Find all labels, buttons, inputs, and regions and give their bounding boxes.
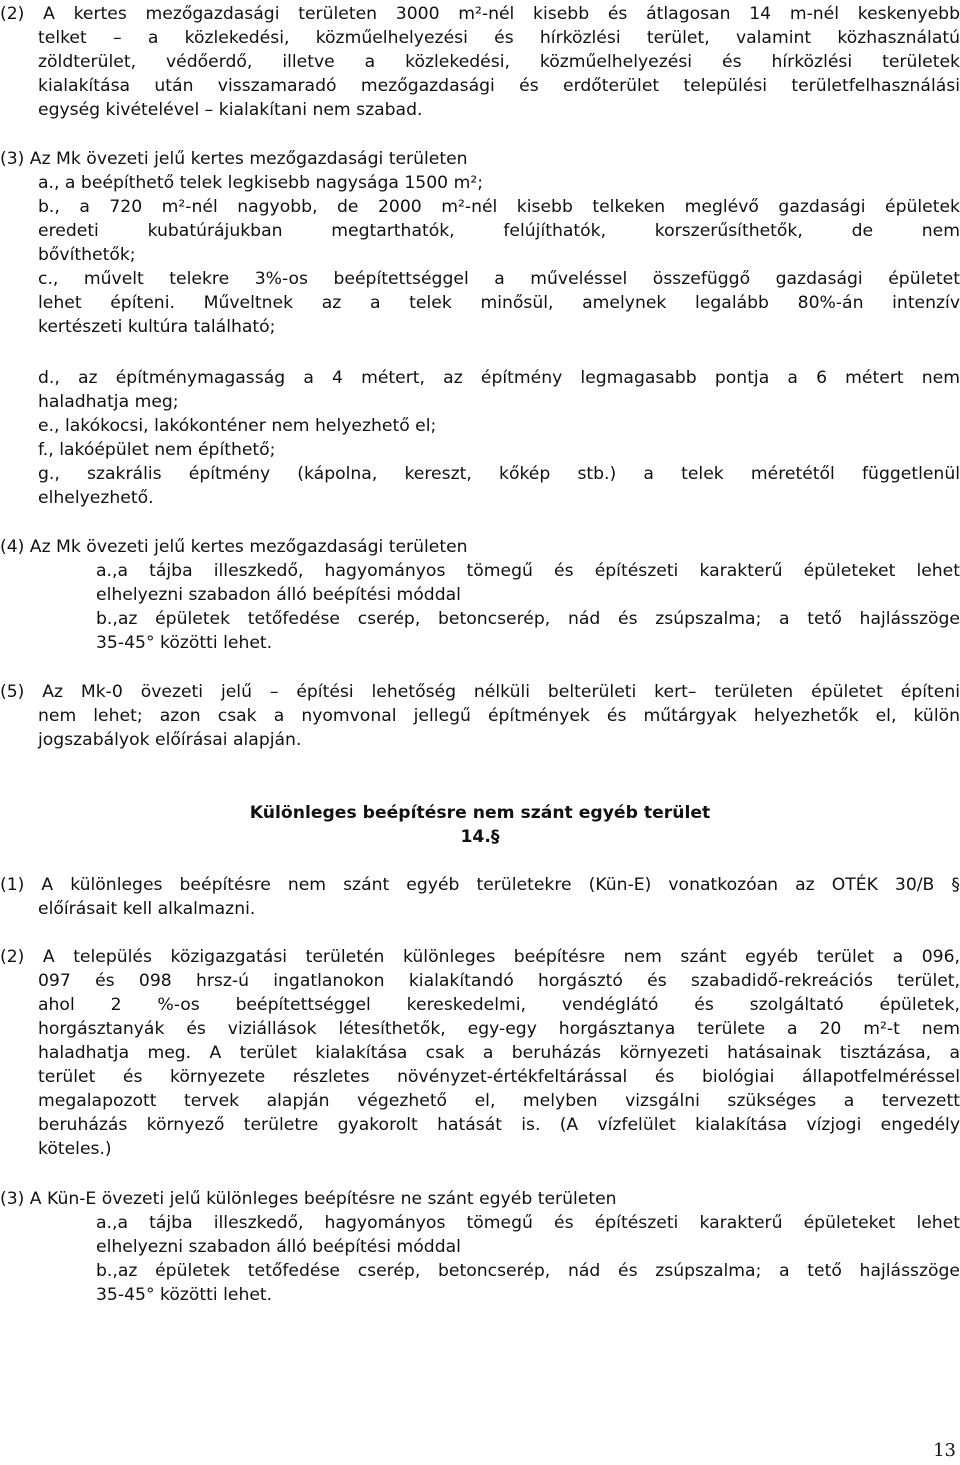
page-number: 13 <box>933 1440 956 1461</box>
text-line: (3) Az Mk övezeti jelű kertes mezőgazdasági területen <box>0 149 468 169</box>
text-line: nem lehet; azon csak a nyomvonal jellegű építmények és műtárgyak helyezhetők el, külön <box>38 706 960 726</box>
text-line: kertészeti kultúra található; <box>38 317 276 337</box>
text-line: elhelyezhető. <box>38 488 154 508</box>
section-heading <box>0 801 960 849</box>
paragraph-4-mk-zone <box>0 535 960 655</box>
heading-line: Különleges beépítésre nem szánt egyéb terület <box>249 803 711 823</box>
text-line: g., szakrális építmény (kápolna, kereszt, kőkép stb.) a telek méretétől függetlenül <box>38 464 960 484</box>
text-line: a., a beépíthető telek legkisebb nagysága 1500 m²; <box>38 173 483 193</box>
text-line: (5) Az Mk-0 övezeti jelű – építési lehetőség nélküli belterületi kert– területen épületet építeni <box>0 682 960 702</box>
text-line: ahol 2 %-os beépítettséggel kereskedelmi, vendéglátó és szolgáltató épületek, <box>38 995 960 1015</box>
text-line: beruházás környező területre gyakorolt hatását is. (A vízfelület kialakítása vízjogi engedély <box>38 1115 960 1135</box>
text-line: b., a 720 m²-nél nagyobb, de 2000 m²-nél kisebb telkeken meglévő gazdasági épületek <box>38 197 960 217</box>
text-line: 097 és 098 hrsz-ú ingatlanokon kialakítandó horgásztó és szabadidő-rekreációs terület, <box>38 971 960 991</box>
text-line: (1) A különleges beépítésre nem szánt egyéb területekre (Kün-E) vonatkozóan az OTÉK 30/B § <box>0 875 960 895</box>
heading-line: 14.§ <box>460 827 500 847</box>
text-line: (4) Az Mk övezeti jelű kertes mezőgazdasági területen <box>0 537 468 557</box>
paragraph-2-kun-e-area <box>0 945 960 1161</box>
text-line: 35-45° közötti lehet. <box>96 633 273 653</box>
text-line: terület és környezete részletes növényzet-értékfeltárással és biológiai állapotfelméréssel <box>38 1067 960 1087</box>
text-line: e., lakókocsi, lakókonténer nem helyezhető el; <box>38 416 437 436</box>
paragraph-1-kun-e <box>0 873 960 921</box>
text-line: lehet építeni. Műveltnek az a telek minősül, amelynek legalább 80%-án intenzív <box>38 293 960 313</box>
text-line: a.,a tájba illeszkedő, hagyományos tömegű és építészeti karakterű épületeket lehet <box>96 561 960 581</box>
text-line: kialakítása után visszamaradó mezőgazdasági és erdőterület települési területfelhasználási <box>38 76 960 96</box>
text-line: (2) A kertes mezőgazdasági területen 3000 m²-nél kisebb és átlagosan 14 m-nél keskenyebb <box>0 4 960 24</box>
text-line: zöldterület, védőerdő, illetve a közlekedési, közműelhelyezési és hírközlési területek <box>38 52 960 72</box>
paragraph-3-mk-zone <box>0 147 960 339</box>
text-line: eredeti kubatúrájukban megtarthatók, felújíthatók, korszerűsíthetők, de nem <box>38 221 960 241</box>
text-line: c., művelt telekre 3%-os beépítettséggel a műveléssel összefüggő gazdasági épületet <box>38 269 960 289</box>
text-line: f., lakóépület nem építhető; <box>38 440 276 460</box>
text-line: (2) A település közigazgatási területén különleges beépítésre nem szánt egyéb terület a 096, <box>0 947 960 967</box>
text-line: elhelyezni szabadon álló beépítési móddal <box>96 585 461 605</box>
paragraph-5-mk0-zone <box>0 680 960 752</box>
text-line: a.,a tájba illeszkedő, hagyományos tömegű és építészeti karakterű épületeket lehet <box>96 1213 960 1233</box>
text-line: d., az építménymagasság a 4 métert, az építmény legmagasabb pontja a 6 métert nem <box>38 368 960 388</box>
paragraph-2-garden-plots <box>0 2 960 122</box>
text-line: elhelyezni szabadon álló beépítési móddal <box>96 1237 461 1257</box>
text-line: haladhatja meg; <box>38 392 179 412</box>
text-line: b.,az épületek tetőfedése cserép, betoncserép, nád és zsúpszalma; a tető hajlásszöge <box>96 609 960 629</box>
text-line: 35-45° közötti lehet. <box>96 1285 273 1305</box>
paragraph-3-kun-e-zone <box>0 1187 960 1307</box>
text-line: (3) A Kün-E övezeti jelű különleges beépítésre ne szánt egyéb területen <box>0 1189 617 1209</box>
paragraph-3-mk-zone-continued <box>0 366 960 510</box>
text-line: b.,az épületek tetőfedése cserép, betoncserép, nád és zsúpszalma; a tető hajlásszöge <box>96 1261 960 1281</box>
text-line: köteles.) <box>38 1139 112 1159</box>
text-line: haladhatja meg. A terület kialakítása csak a beruházás környezeti hatásainak tisztázása, a <box>38 1043 960 1063</box>
text-line: bővíthetők; <box>38 245 136 265</box>
text-line: horgásztanyák és viziállások létesíthetők, egy-egy horgásztanya területe a 20 m²-t nem <box>38 1019 960 1039</box>
text-line: telket – a közlekedési, közműelhelyezési és hírközlési terület, valamint közhasználatú <box>38 28 960 48</box>
text-line: előírásait kell alkalmazni. <box>38 899 256 919</box>
text-line: megalapozott tervek alapján végezhető el, melyben vizsgálni szükséges a tervezett <box>38 1091 960 1111</box>
text-line: jogszabályok előírásai alapján. <box>38 730 302 750</box>
text-line: egység kivételével – kialakítani nem szabad. <box>38 100 423 120</box>
